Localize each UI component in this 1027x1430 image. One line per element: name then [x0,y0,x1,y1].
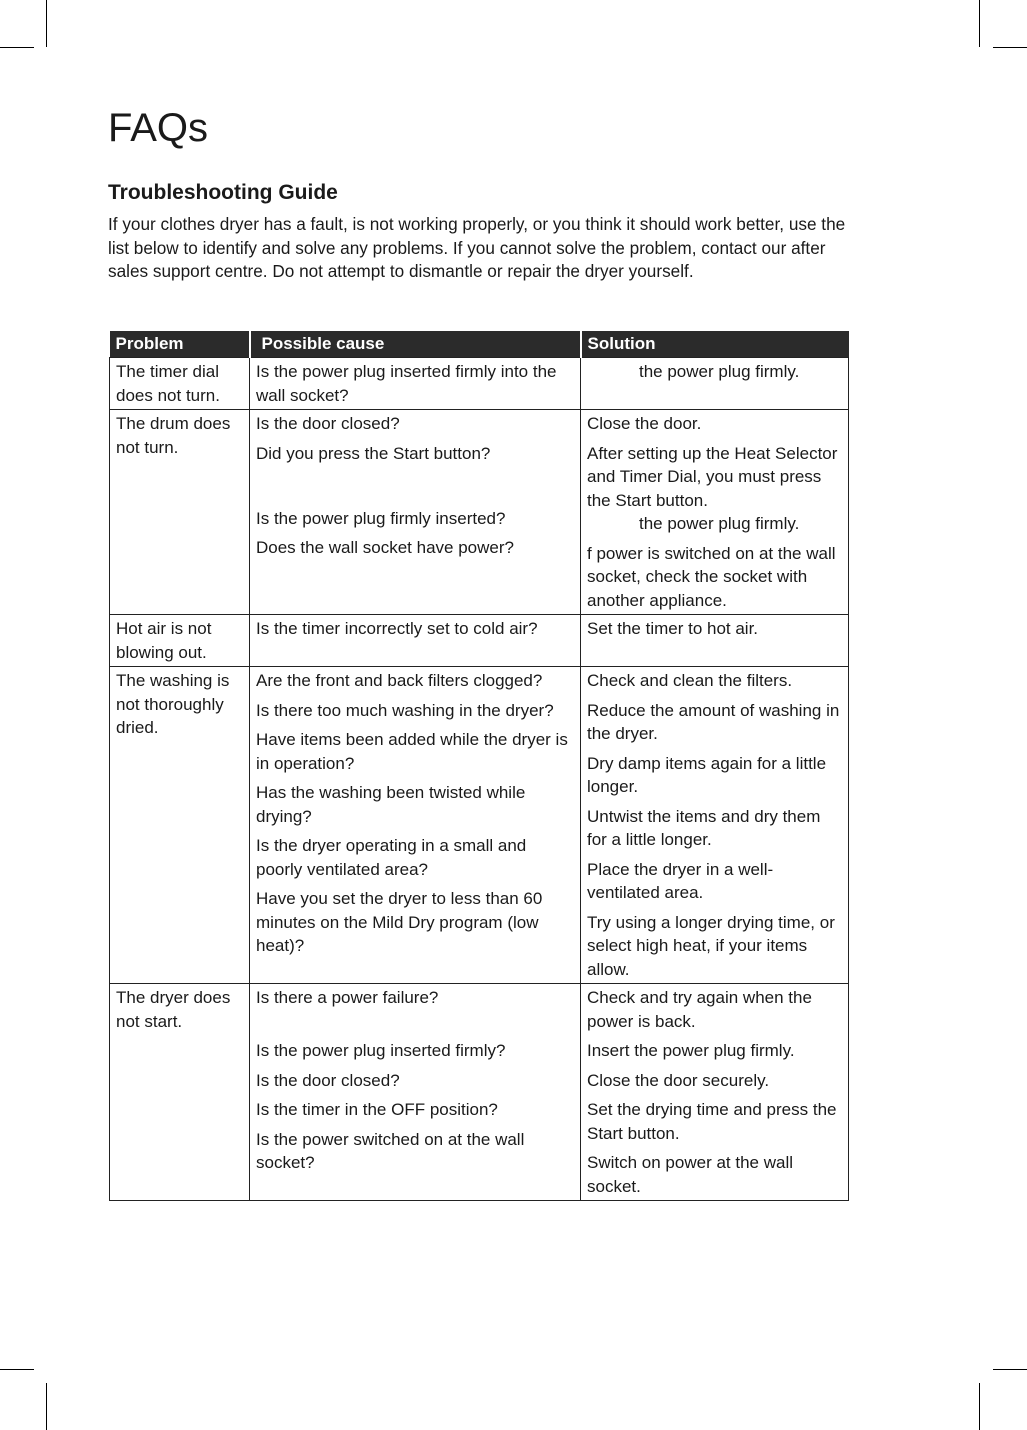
table-row [110,615,849,667]
cause-cell [250,615,581,667]
problem-cell: The washing is not thoroughly dried. [110,667,250,984]
solution-text: Insert the power plug firmly. [587,1041,795,1060]
solution-cell [581,410,849,615]
cause-text: Is the power plug inserted firmly? [256,1041,506,1060]
crop-mark [46,1383,47,1430]
solution-cell [581,358,849,410]
cause-text: Is the power plug firmly inserted? [256,508,506,528]
solution-text: Set the timer to hot air. [587,619,759,638]
table-row [110,410,849,615]
cause-text: Is the timer in the OFF position? [256,1100,498,1119]
solution-cell [581,667,849,984]
cause-cell [250,358,581,410]
solution-text: Check and clean the filters. [587,671,793,690]
solution-text: Close the door securely. [587,1070,770,1090]
table-row [110,667,849,984]
table-row [110,358,849,410]
problem-cell: The timer dial does not turn. [110,358,250,410]
crop-mark [979,0,980,47]
crop-mark [0,1369,34,1370]
solution-text: Dry damp items again for a little longer. [587,753,827,796]
solution-text: Set the drying time and press the Start button. [587,1100,837,1143]
cause-text: Did you press the Start button? [256,443,491,463]
solution-text: Switch on power at the wall socket. [587,1153,793,1196]
solution-text: Try using a longer drying time, or select high heat, if your items allow. [587,912,835,979]
crop-mark [993,47,1027,48]
cause-text: Is the door closed? [256,414,400,433]
cause-text: Have you set the dryer to less than 60 minutes on the Mild Dry program (low heat)? [256,889,543,955]
problem-cell: The dryer does not start. [110,984,250,1201]
header-possible-cause: Possible cause [250,331,581,358]
crop-mark [979,1383,980,1430]
intro-paragraph: If your clothes dryer has a fault, is not working properly, or you think it should work better, use the list below to identify and solve any problems. If you cannot solve the problem, contact our after sales support centre. Do not attempt to dismantle or repair the dryer yourself. [108,214,846,281]
cause-text: Is the power plug inserted firmly into the wall socket? [256,362,557,405]
crop-mark [46,0,47,47]
cause-text: Is the door closed? [256,1070,400,1090]
table-row [110,984,849,1201]
cause-cell [250,410,581,615]
problem-cell: The drum does not turn. [110,410,250,615]
cause-text: Are the front and back filters clogged? [256,671,543,690]
solution-cell [581,984,849,1201]
header-solution: Solution [581,331,849,358]
section-heading: Troubleshooting Guide [108,181,338,204]
cause-text: Is the timer incorrectly set to cold air? [256,619,538,638]
crop-mark [993,1369,1027,1370]
cause-text: Is there a power failure? [256,988,439,1007]
cause-cell [250,984,581,1201]
solution-text: Close the door. [587,414,702,433]
solution-text: Reduce the amount of washing in the dryer. [587,700,840,743]
solution-text: Check and try again when the power is back. [587,988,812,1031]
table-header-row [110,331,849,358]
solution-text: After setting up the Heat Selector and Timer Dial, you must press the Start button. [587,443,838,510]
cause-text: Is the power switched on at the wall socket? [256,1129,525,1172]
cause-text: Is there too much washing in the dryer? [256,700,554,720]
cause-text: Does the wall socket have power? [256,538,514,557]
troubleshooting-table [109,331,849,1201]
solution-text: f power is switched on at the wall socket, check the socket with another appliance. [587,543,836,610]
cause-text: Have items been added while the dryer is in operation? [256,730,568,773]
problem-cell: Hot air is not blowing out. [110,615,250,667]
cause-text: Has the washing been twisted while drying? [256,783,526,826]
header-problem: Problem [110,331,250,358]
page-title: FAQs [108,106,209,150]
solution-text: the power plug firmly. [639,362,800,381]
solution-text: the power plug firmly. [639,514,800,533]
solution-text: Untwist the items and dry them for a little longer. [587,806,821,849]
crop-mark [0,47,34,48]
cause-text: Is the dryer operating in a small and poorly ventilated area? [256,836,527,879]
solution-cell [581,615,849,667]
cause-cell [250,667,581,984]
solution-text: Place the dryer in a well-ventilated area. [587,859,774,902]
